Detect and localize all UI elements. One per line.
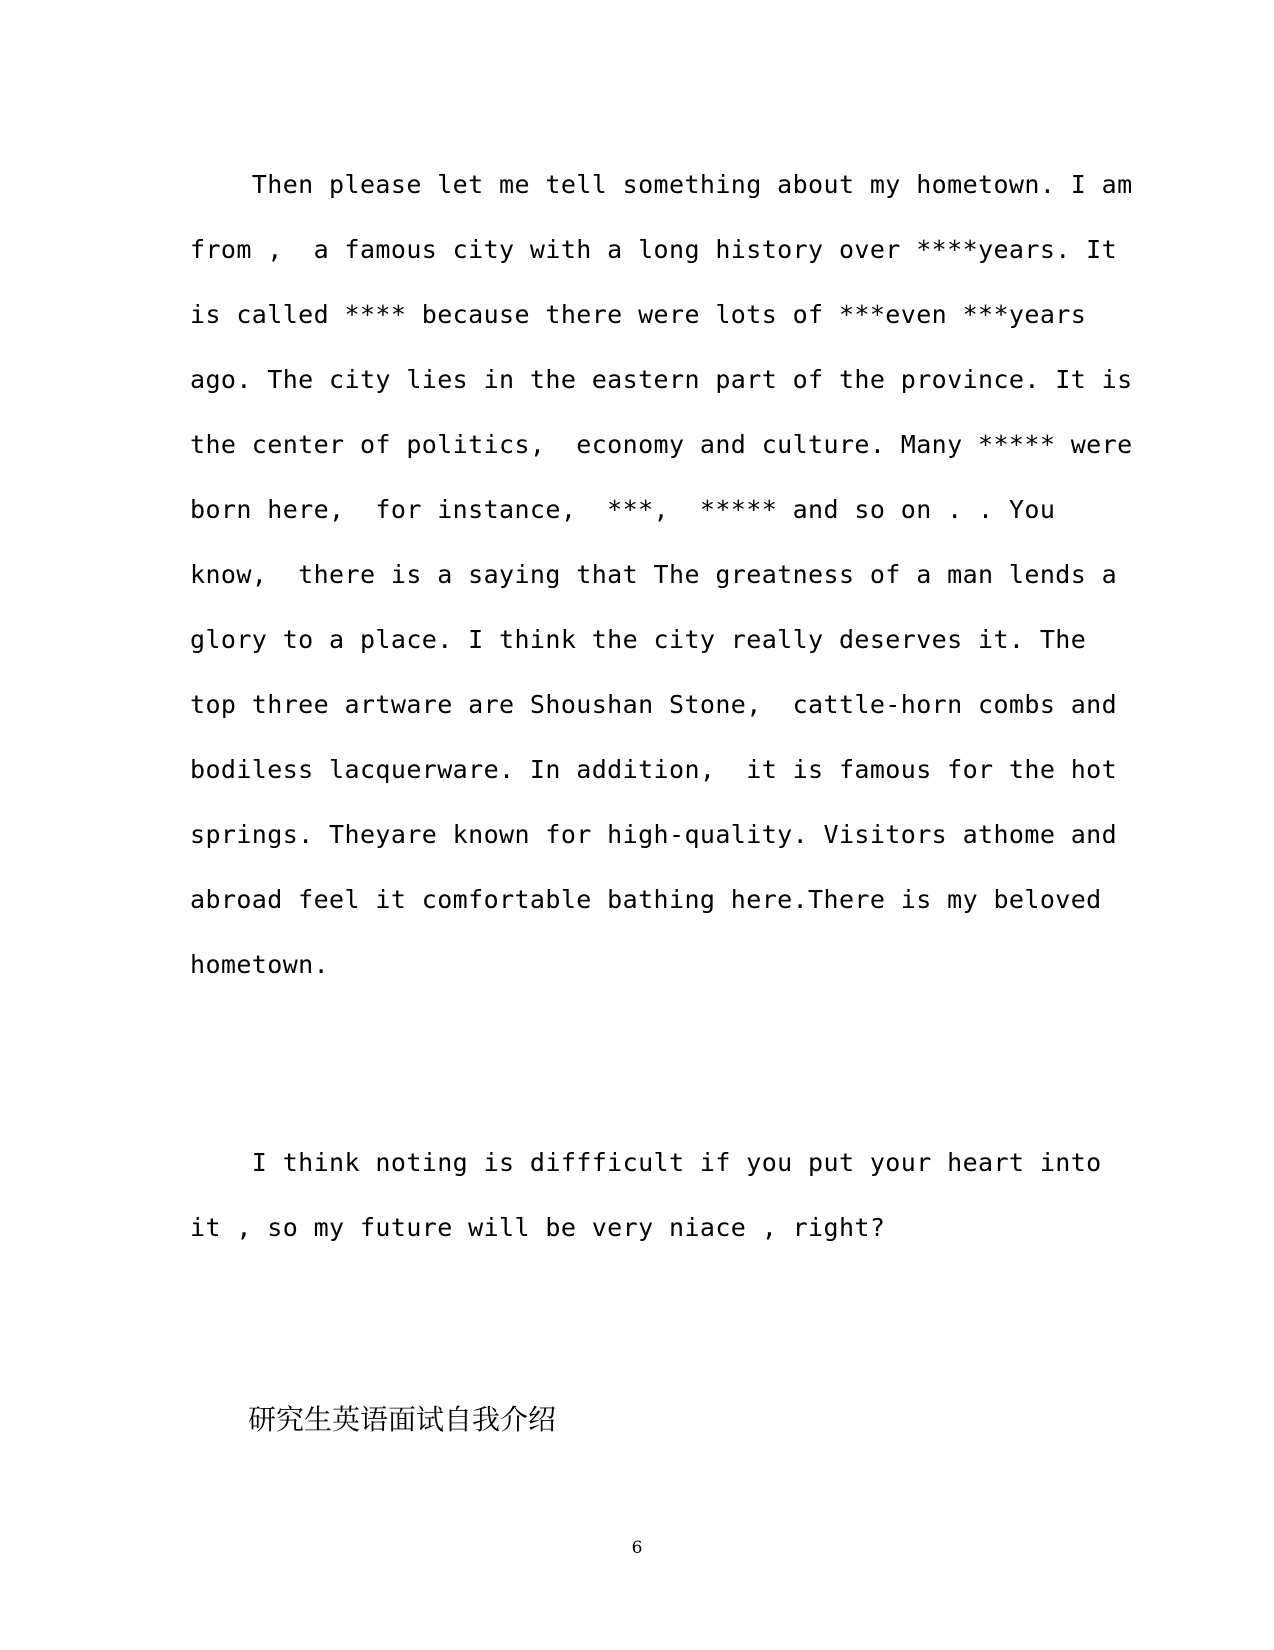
text-line: Then please let me tell something about my hometown. I am xyxy=(190,170,1133,199)
text-line: glory to a place. I think the city really deserves it. The xyxy=(190,625,1087,654)
text-line: bodiless lacquerware. In addition, it is famous for the hot xyxy=(190,755,1118,784)
text-line: know, there is a saying that The greatness of a man lends a xyxy=(190,560,1118,589)
text-line: I think noting is diffficult if you put your heart into xyxy=(190,1148,1102,1177)
hometown-paragraph xyxy=(190,152,1133,997)
text-line: is called **** because there were lots of ***even ***years xyxy=(190,300,1087,329)
text-line: from , a famous city with a long history over ****years. It xyxy=(190,235,1118,264)
text-line: born here, for instance, ***, ***** and so on . . You xyxy=(190,495,1056,524)
text-line: hometown. xyxy=(190,950,330,979)
text-line: it , so my future will be very niace , right? xyxy=(190,1213,886,1242)
closing-paragraph xyxy=(190,1130,1102,1260)
text-line: springs. Theyare known for high-quality. Visitors athome and xyxy=(190,820,1118,849)
page-number: 6 xyxy=(631,1538,643,1558)
text-line: top three artware are Shoushan Stone, cattle-horn combs and xyxy=(190,690,1118,719)
section-heading: 研究生英语面试自我介绍 xyxy=(248,1403,557,1436)
text-line: abroad feel it comfortable bathing here.There is my beloved xyxy=(190,885,1102,914)
text-line: ago. The city lies in the eastern part of the province. It is xyxy=(190,365,1133,394)
text-line: the center of politics, economy and culture. Many ***** were xyxy=(190,430,1133,459)
